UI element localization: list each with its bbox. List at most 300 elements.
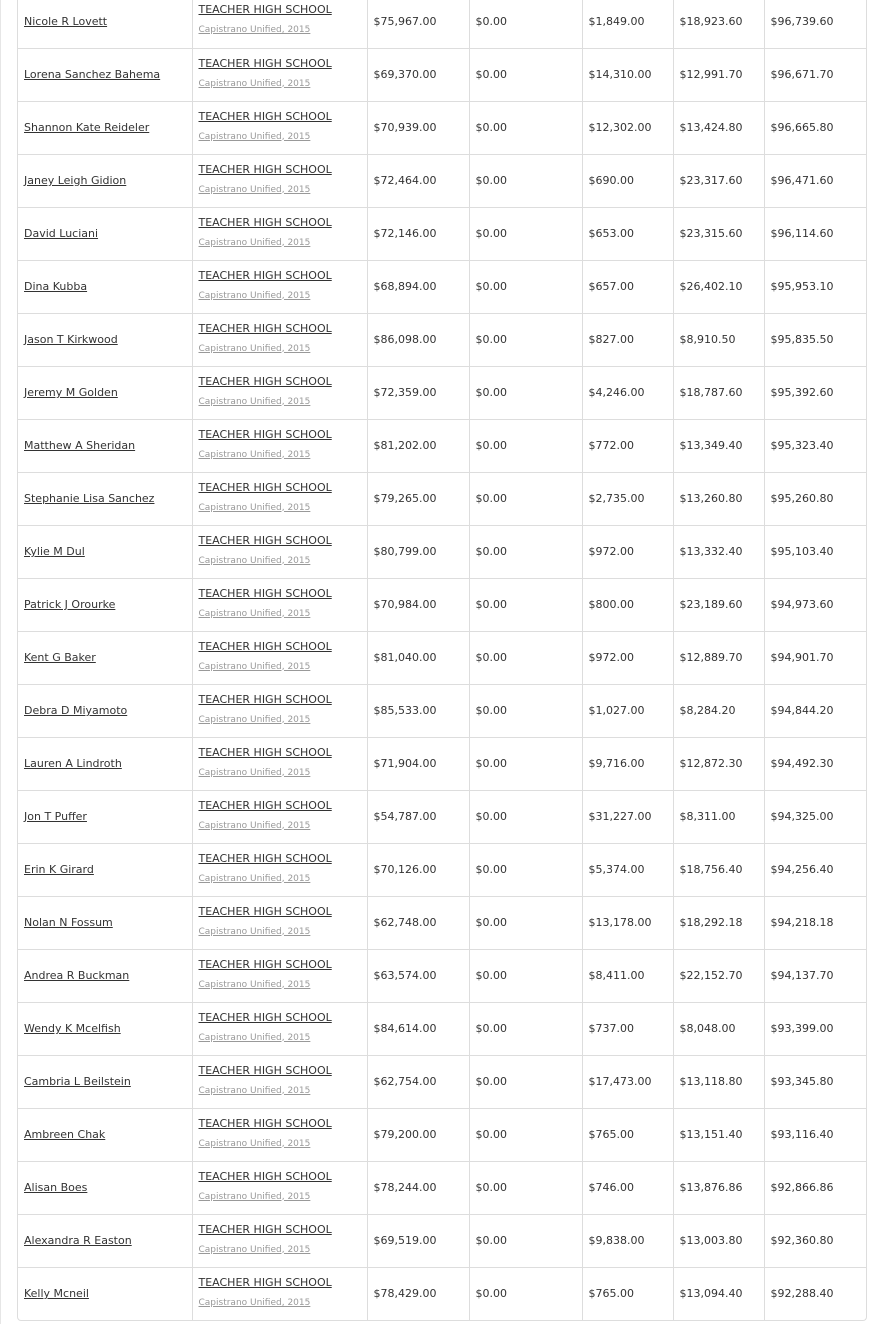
base-pay-cell	[367, 843, 469, 896]
base-pay-value: $81,040.00	[373, 651, 437, 664]
total-pay-value: $95,392.60	[770, 386, 834, 399]
table-row	[18, 631, 866, 684]
agency-year-link[interactable]: Capistrano Unified, 2015	[198, 1085, 311, 1096]
other-pay-cell	[582, 313, 673, 366]
other-pay-cell	[582, 684, 673, 737]
job-cell	[192, 0, 367, 48]
overtime-pay-value: $0.00	[475, 1287, 507, 1301]
benefits-value: $13,260.80	[679, 492, 743, 505]
total-pay-value: $94,137.70	[770, 969, 834, 982]
base-pay-value: $79,265.00	[373, 492, 437, 505]
job-title-link[interactable]: TEACHER HIGH SCHOOL	[198, 1222, 332, 1236]
agency-year-link[interactable]: Capistrano Unified, 2015	[198, 979, 311, 990]
overtime-pay-cell	[469, 684, 582, 737]
name-cell	[18, 684, 192, 737]
total-pay-cell	[764, 1267, 866, 1320]
job-cell	[192, 48, 367, 101]
benefits-value: $23,315.60	[679, 227, 743, 240]
table-row	[18, 1214, 866, 1267]
overtime-pay-value: $0.00	[475, 810, 507, 823]
table-row	[18, 472, 866, 525]
employee-name-link[interactable]: Andrea R Buckman	[24, 969, 130, 982]
overtime-pay-cell	[469, 472, 582, 525]
other-pay-cell	[582, 154, 673, 207]
overtime-pay-value: $0.00	[475, 439, 507, 452]
total-pay-cell	[764, 313, 866, 366]
other-pay-value: $772.00	[588, 439, 634, 452]
overtime-pay-cell	[469, 1214, 582, 1267]
other-pay-cell	[582, 419, 673, 472]
total-pay-cell	[764, 790, 866, 843]
job-title-link[interactable]: TEACHER HIGH SCHOOL	[198, 268, 332, 282]
benefits-cell	[673, 1267, 764, 1320]
base-pay-cell	[367, 1267, 469, 1320]
base-pay-cell	[367, 419, 469, 472]
job-title-link[interactable]: TEACHER HIGH SCHOOL	[198, 427, 332, 441]
benefits-cell	[673, 260, 764, 313]
benefits-cell	[673, 1108, 764, 1161]
base-pay-cell	[367, 684, 469, 737]
base-pay-cell	[367, 207, 469, 260]
total-pay-cell	[764, 366, 866, 419]
overtime-pay-cell	[469, 313, 582, 366]
job-title-link[interactable]: TEACHER HIGH SCHOOL	[198, 745, 332, 759]
agency-year-link[interactable]: Capistrano Unified, 2015	[198, 661, 311, 672]
other-pay-value: $690.00	[588, 174, 634, 187]
agency-year-link[interactable]: Capistrano Unified, 2015	[198, 820, 311, 831]
total-pay-value: $94,492.30	[770, 757, 834, 770]
salary-table-body	[18, 0, 866, 1320]
other-pay-cell	[582, 949, 673, 1002]
table-row	[18, 525, 866, 578]
agency-year-link[interactable]: Capistrano Unified, 2015	[198, 608, 311, 619]
base-pay-value: $81,202.00	[373, 439, 437, 452]
other-pay-value: $4,246.00	[588, 386, 645, 399]
agency-year-link[interactable]: Capistrano Unified, 2015	[198, 502, 311, 513]
agency-year-link[interactable]: Capistrano Unified, 2015	[198, 343, 311, 354]
benefits-cell	[673, 419, 764, 472]
benefits-value: $13,349.40	[679, 439, 743, 452]
other-pay-cell	[582, 525, 673, 578]
job-title-link[interactable]: TEACHER HIGH SCHOOL	[198, 957, 332, 971]
base-pay-cell	[367, 48, 469, 101]
employee-name-link[interactable]: Lauren A Lindroth	[24, 757, 122, 770]
table-row	[18, 0, 866, 48]
total-pay-cell	[764, 525, 866, 578]
name-cell	[18, 949, 192, 1002]
overtime-pay-cell	[469, 1267, 582, 1320]
job-cell	[192, 896, 367, 949]
employee-name-link[interactable]: Lorena Sanchez Bahema	[24, 68, 161, 81]
other-pay-value: $827.00	[588, 333, 634, 346]
name-cell	[18, 101, 192, 154]
base-pay-value: $69,519.00	[373, 1234, 437, 1247]
other-pay-value: $746.00	[588, 1181, 634, 1194]
benefits-value: $13,151.40	[679, 1128, 743, 1141]
name-cell	[18, 1267, 192, 1320]
employee-name-link[interactable]: Janey Leigh Gidion	[24, 174, 127, 187]
base-pay-value: $68,894.00	[373, 280, 437, 293]
job-title-link[interactable]: TEACHER HIGH SCHOOL	[198, 533, 332, 547]
other-pay-value: $972.00	[588, 545, 634, 558]
employee-name-link[interactable]: Stephanie Lisa Sanchez	[24, 492, 155, 505]
overtime-pay-value: $0.00	[475, 121, 507, 134]
total-pay-cell	[764, 843, 866, 896]
table-row	[18, 313, 866, 366]
agency-year-link[interactable]: Capistrano Unified, 2015	[198, 926, 311, 937]
base-pay-cell	[367, 1108, 469, 1161]
benefits-cell	[673, 1055, 764, 1108]
job-title-link[interactable]: TEACHER HIGH SCHOOL	[198, 1169, 332, 1183]
benefits-value: $12,889.70	[679, 651, 743, 664]
base-pay-value: $80,799.00	[373, 545, 437, 558]
total-pay-value: $94,256.40	[770, 863, 834, 876]
table-row	[18, 737, 866, 790]
job-cell	[192, 1055, 367, 1108]
overtime-pay-value: $0.00	[475, 333, 507, 346]
salary-table	[18, 0, 866, 1320]
total-pay-cell	[764, 207, 866, 260]
job-cell	[192, 1267, 367, 1320]
benefits-cell	[673, 843, 764, 896]
other-pay-cell	[582, 1214, 673, 1267]
base-pay-cell	[367, 790, 469, 843]
table-row	[18, 1002, 866, 1055]
name-cell	[18, 578, 192, 631]
total-pay-value: $95,835.50	[770, 333, 834, 346]
other-pay-cell	[582, 790, 673, 843]
job-cell	[192, 790, 367, 843]
other-pay-cell	[582, 1108, 673, 1161]
overtime-pay-cell	[469, 631, 582, 684]
job-title-link[interactable]: TEACHER HIGH SCHOOL	[198, 1116, 332, 1130]
name-cell	[18, 790, 192, 843]
job-title-link[interactable]: TEACHER HIGH SCHOOL	[198, 215, 332, 229]
job-title-link[interactable]: TEACHER HIGH SCHOOL	[198, 56, 332, 70]
total-pay-cell	[764, 631, 866, 684]
total-pay-cell	[764, 1055, 866, 1108]
agency-year-link[interactable]: Capistrano Unified, 2015	[198, 555, 311, 566]
other-pay-cell	[582, 578, 673, 631]
agency-year-link[interactable]: Capistrano Unified, 2015	[198, 1032, 311, 1043]
other-pay-value: $765.00	[588, 1287, 634, 1301]
name-cell	[18, 1002, 192, 1055]
benefits-value: $13,118.80	[679, 1075, 743, 1088]
employee-name-link[interactable]: Kelly Mcneil	[24, 1287, 89, 1301]
agency-year-link[interactable]: Capistrano Unified, 2015	[198, 131, 311, 142]
job-title-link[interactable]: TEACHER HIGH SCHOOL	[198, 798, 332, 812]
other-pay-cell	[582, 0, 673, 48]
job-cell	[192, 1214, 367, 1267]
benefits-value: $18,787.60	[679, 386, 743, 399]
overtime-pay-value: $0.00	[475, 280, 507, 293]
employee-name-link[interactable]: Wendy K Mcelfish	[24, 1022, 121, 1035]
benefits-cell	[673, 366, 764, 419]
benefits-value: $8,048.00	[679, 1022, 736, 1035]
base-pay-value: $85,533.00	[373, 704, 437, 717]
table-row	[18, 578, 866, 631]
table-row	[18, 1108, 866, 1161]
job-cell	[192, 313, 367, 366]
job-cell	[192, 631, 367, 684]
base-pay-value: $78,429.00	[373, 1287, 437, 1301]
job-title-link[interactable]: TEACHER HIGH SCHOOL	[198, 904, 332, 918]
overtime-pay-cell	[469, 48, 582, 101]
agency-year-link[interactable]: Capistrano Unified, 2015	[198, 1244, 311, 1255]
base-pay-value: $69,370.00	[373, 68, 437, 81]
benefits-value: $22,152.70	[679, 969, 743, 982]
employee-name-link[interactable]: Alexandra R Easton	[24, 1234, 132, 1247]
other-pay-value: $8,411.00	[588, 969, 645, 982]
agency-year-link[interactable]: Capistrano Unified, 2015	[198, 78, 311, 89]
employee-name-link[interactable]: Cambria L Beilstein	[24, 1075, 131, 1088]
base-pay-cell	[367, 631, 469, 684]
name-cell	[18, 1055, 192, 1108]
agency-year-link[interactable]: Capistrano Unified, 2015	[198, 396, 311, 407]
employee-name-link[interactable]: Shannon Kate Reideler	[24, 121, 150, 134]
job-title-link[interactable]: TEACHER HIGH SCHOOL	[198, 586, 332, 600]
base-pay-cell	[367, 525, 469, 578]
benefits-value: $23,189.60	[679, 598, 743, 611]
job-cell	[192, 525, 367, 578]
overtime-pay-cell	[469, 737, 582, 790]
name-cell	[18, 737, 192, 790]
table-row	[18, 419, 866, 472]
other-pay-cell	[582, 472, 673, 525]
overtime-pay-cell	[469, 949, 582, 1002]
table-row	[18, 1267, 866, 1320]
total-pay-value: $92,360.80	[770, 1234, 834, 1247]
overtime-pay-cell	[469, 578, 582, 631]
benefits-value: $13,332.40	[679, 545, 743, 558]
base-pay-value: $79,200.00	[373, 1128, 437, 1141]
overtime-pay-cell	[469, 154, 582, 207]
job-cell	[192, 684, 367, 737]
overtime-pay-value: $0.00	[475, 1075, 507, 1088]
other-pay-value: $2,735.00	[588, 492, 645, 505]
other-pay-value: $1,849.00	[588, 14, 645, 28]
other-pay-value: $657.00	[588, 280, 634, 293]
total-pay-cell	[764, 737, 866, 790]
overtime-pay-cell	[469, 896, 582, 949]
name-cell	[18, 154, 192, 207]
total-pay-value: $96,665.80	[770, 121, 834, 134]
benefits-cell	[673, 48, 764, 101]
job-title-link[interactable]: TEACHER HIGH SCHOOL	[198, 692, 332, 706]
benefits-value: $18,756.40	[679, 863, 743, 876]
name-cell	[18, 631, 192, 684]
benefits-value: $13,424.80	[679, 121, 743, 134]
table-row	[18, 843, 866, 896]
benefits-cell	[673, 313, 764, 366]
table-row	[18, 896, 866, 949]
employee-name-link[interactable]: Kylie M Dul	[24, 545, 85, 558]
job-title-link[interactable]: TEACHER HIGH SCHOOL	[198, 851, 332, 865]
total-pay-cell	[764, 0, 866, 48]
job-cell	[192, 843, 367, 896]
employee-name-link[interactable]: David Luciani	[24, 227, 99, 240]
agency-year-link[interactable]: Capistrano Unified, 2015	[198, 1191, 311, 1202]
base-pay-value: $72,464.00	[373, 174, 437, 187]
job-cell	[192, 101, 367, 154]
job-title-link[interactable]: TEACHER HIGH SCHOOL	[198, 639, 332, 653]
base-pay-value: $84,614.00	[373, 1022, 437, 1035]
benefits-value: $18,292.18	[679, 916, 743, 929]
total-pay-cell	[764, 260, 866, 313]
overtime-pay-cell	[469, 101, 582, 154]
job-title-link[interactable]: TEACHER HIGH SCHOOL	[198, 1275, 332, 1289]
other-pay-cell	[582, 1161, 673, 1214]
benefits-cell	[673, 1214, 764, 1267]
name-cell	[18, 0, 192, 48]
employee-name-link[interactable]: Debra D Miyamoto	[24, 704, 128, 717]
benefits-value: $13,876.86	[679, 1181, 743, 1194]
total-pay-cell	[764, 154, 866, 207]
job-cell	[192, 366, 367, 419]
agency-year-link[interactable]: Capistrano Unified, 2015	[198, 1138, 311, 1149]
base-pay-value: $70,984.00	[373, 598, 437, 611]
total-pay-cell	[764, 1002, 866, 1055]
total-pay-cell	[764, 472, 866, 525]
total-pay-cell	[764, 101, 866, 154]
total-pay-value: $93,399.00	[770, 1022, 834, 1035]
other-pay-value: $5,374.00	[588, 863, 645, 876]
employee-name-link[interactable]: Nolan N Fossum	[24, 916, 113, 929]
employee-name-link[interactable]: Alisan Boes	[24, 1181, 88, 1194]
overtime-pay-value: $0.00	[475, 174, 507, 187]
other-pay-value: $800.00	[588, 598, 634, 611]
overtime-pay-value: $0.00	[475, 545, 507, 558]
table-row	[18, 949, 866, 1002]
benefits-cell	[673, 0, 764, 48]
agency-year-link[interactable]: Capistrano Unified, 2015	[198, 714, 311, 725]
overtime-pay-cell	[469, 790, 582, 843]
agency-year-link[interactable]: Capistrano Unified, 2015	[198, 449, 311, 460]
base-pay-cell	[367, 0, 469, 48]
job-title-link[interactable]: TEACHER HIGH SCHOOL	[198, 1063, 332, 1077]
overtime-pay-cell	[469, 1002, 582, 1055]
overtime-pay-value: $0.00	[475, 757, 507, 770]
benefits-cell	[673, 949, 764, 1002]
benefits-value: $12,991.70	[679, 68, 743, 81]
benefits-value: $26,402.10	[679, 280, 743, 293]
benefits-cell	[673, 101, 764, 154]
employee-name-link[interactable]: Ambreen Chak	[24, 1128, 106, 1141]
job-title-link[interactable]: TEACHER HIGH SCHOOL	[198, 162, 332, 176]
agency-year-link[interactable]: Capistrano Unified, 2015	[198, 25, 311, 36]
other-pay-cell	[582, 896, 673, 949]
benefits-value: $13,094.40	[679, 1287, 743, 1301]
total-pay-value: $96,471.60	[770, 174, 834, 187]
overtime-pay-cell	[469, 1108, 582, 1161]
base-pay-value: $86,098.00	[373, 333, 437, 346]
total-pay-value: $94,973.60	[770, 598, 834, 611]
employee-name-link[interactable]: Jason T Kirkwood	[24, 333, 118, 346]
other-pay-value: $17,473.00	[588, 1075, 652, 1088]
name-cell	[18, 366, 192, 419]
other-pay-value: $13,178.00	[588, 916, 652, 929]
agency-year-link[interactable]: Capistrano Unified, 2015	[198, 290, 311, 301]
employee-name-link[interactable]: Jeremy M Golden	[24, 386, 118, 399]
total-pay-value: $95,260.80	[770, 492, 834, 505]
name-cell	[18, 419, 192, 472]
job-cell	[192, 737, 367, 790]
overtime-pay-value: $0.00	[475, 1181, 507, 1194]
job-title-link[interactable]: TEACHER HIGH SCHOOL	[198, 321, 332, 335]
benefits-cell	[673, 790, 764, 843]
total-pay-cell	[764, 1214, 866, 1267]
agency-year-link[interactable]: Capistrano Unified, 2015	[198, 1297, 311, 1308]
base-pay-cell	[367, 896, 469, 949]
job-cell	[192, 154, 367, 207]
agency-year-link[interactable]: Capistrano Unified, 2015	[198, 873, 311, 884]
employee-name-link[interactable]: Jon T Puffer	[24, 810, 87, 823]
base-pay-cell	[367, 1002, 469, 1055]
base-pay-value: $70,939.00	[373, 121, 437, 134]
benefits-cell	[673, 472, 764, 525]
total-pay-value: $93,345.80	[770, 1075, 834, 1088]
other-pay-value: $1,027.00	[588, 704, 645, 717]
job-cell	[192, 578, 367, 631]
job-cell	[192, 260, 367, 313]
base-pay-cell	[367, 366, 469, 419]
agency-year-link[interactable]: Capistrano Unified, 2015	[198, 237, 311, 248]
base-pay-cell	[367, 949, 469, 1002]
table-row	[18, 48, 866, 101]
table-row	[18, 101, 866, 154]
base-pay-value: $62,748.00	[373, 916, 437, 929]
other-pay-cell	[582, 366, 673, 419]
job-title-link[interactable]: TEACHER HIGH SCHOOL	[198, 1010, 332, 1024]
total-pay-value: $93,116.40	[770, 1128, 834, 1141]
benefits-value: $13,003.80	[679, 1234, 743, 1247]
other-pay-value: $653.00	[588, 227, 634, 240]
employee-name-link[interactable]: Matthew A Sheridan	[24, 439, 136, 452]
overtime-pay-cell	[469, 525, 582, 578]
base-pay-cell	[367, 154, 469, 207]
job-title-link[interactable]: TEACHER HIGH SCHOOL	[198, 109, 332, 123]
employee-name-link[interactable]: Dina Kubba	[24, 280, 88, 293]
name-cell	[18, 313, 192, 366]
name-cell	[18, 1161, 192, 1214]
benefits-value: $8,311.00	[679, 810, 736, 823]
total-pay-value: $94,325.00	[770, 810, 834, 823]
overtime-pay-value: $0.00	[475, 68, 507, 81]
benefits-cell	[673, 1002, 764, 1055]
job-title-link[interactable]: TEACHER HIGH SCHOOL	[198, 3, 332, 17]
overtime-pay-value: $0.00	[475, 14, 507, 28]
other-pay-cell	[582, 207, 673, 260]
agency-year-link[interactable]: Capistrano Unified, 2015	[198, 767, 311, 778]
employee-name-link[interactable]: Patrick J Orourke	[24, 598, 116, 611]
total-pay-value: $92,288.40	[770, 1287, 834, 1301]
job-cell	[192, 949, 367, 1002]
other-pay-value: $31,227.00	[588, 810, 652, 823]
employee-name-link[interactable]: Nicole R Lovett	[24, 14, 108, 28]
benefits-cell	[673, 896, 764, 949]
job-cell	[192, 419, 367, 472]
name-cell	[18, 843, 192, 896]
employee-name-link[interactable]: Erin K Girard	[24, 863, 94, 876]
agency-year-link[interactable]: Capistrano Unified, 2015	[198, 184, 311, 195]
total-pay-cell	[764, 949, 866, 1002]
other-pay-cell	[582, 1267, 673, 1320]
employee-name-link[interactable]: Kent G Baker	[24, 651, 96, 664]
overtime-pay-value: $0.00	[475, 969, 507, 982]
job-title-link[interactable]: TEACHER HIGH SCHOOL	[198, 374, 332, 388]
benefits-cell	[673, 154, 764, 207]
job-title-link[interactable]: TEACHER HIGH SCHOOL	[198, 480, 332, 494]
